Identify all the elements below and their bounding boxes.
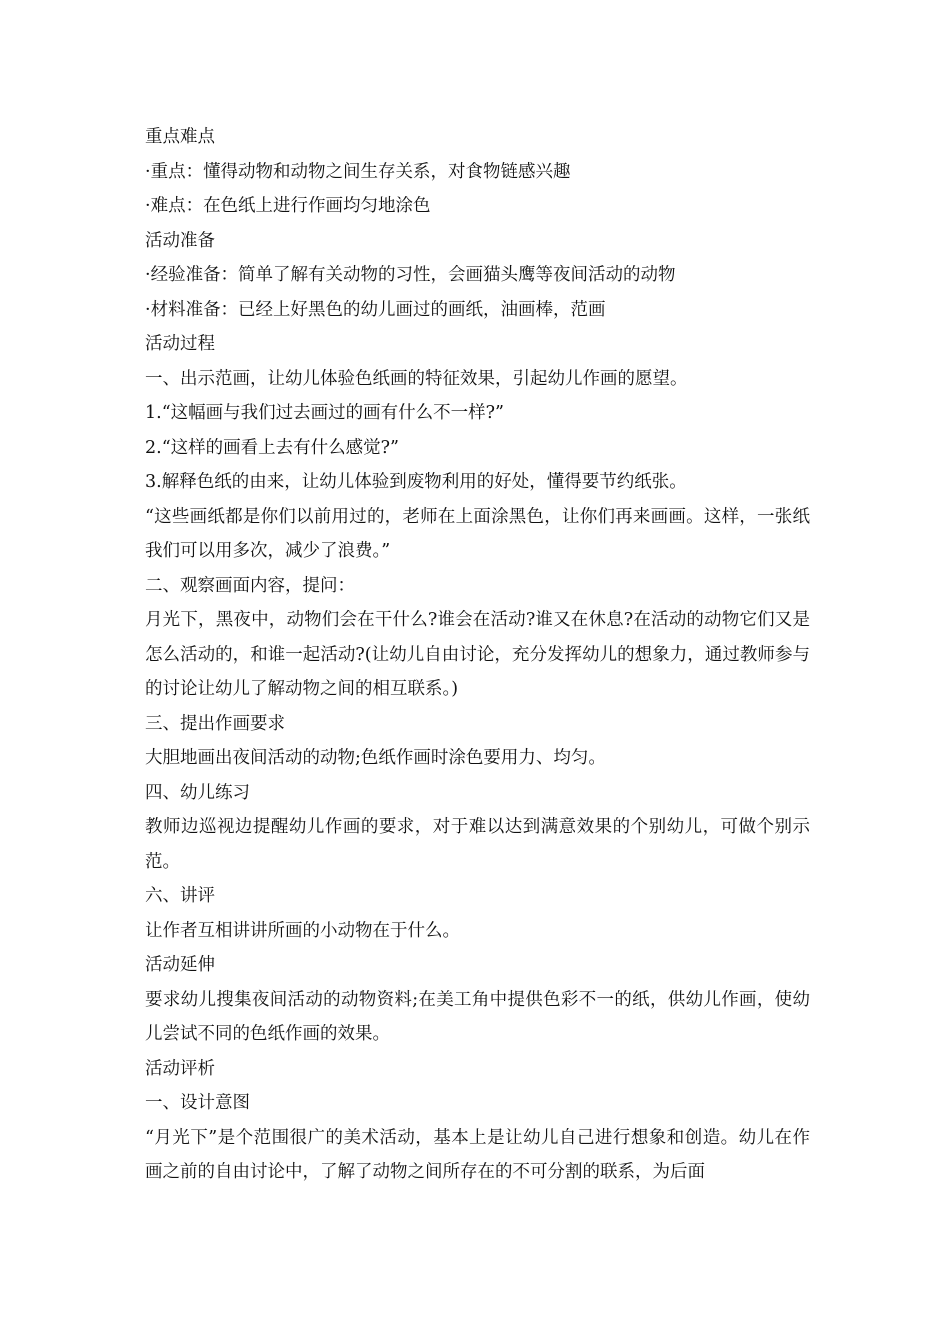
- section-heading-extension: 活动延伸: [145, 955, 215, 975]
- process-step-4-heading: 四、幼儿练习: [145, 782, 250, 803]
- document-body: [145, 120, 810, 1190]
- extension-paragraph: 要求幼儿搜集夜间活动的动物资料;在美工角中提供色彩不一的纸，供幼儿作画，使幼儿尝试不同的色纸作画的效果。: [145, 989, 810, 1044]
- section-heading-process: 活动过程: [145, 334, 215, 354]
- design-intent-paragraph: “月光下”是个范围很广的美术活动，基本上是让幼儿自己进行想象和创造。幼儿在作画之前的自由讨论中，了解了动物之间所存在的不可分割的联系，为后面: [145, 1127, 810, 1182]
- design-intent-heading: 一、设计意图: [145, 1093, 250, 1113]
- section-heading-key-points: 重点难点: [145, 127, 215, 147]
- process-substep-2: 2.“这样的画看上去有什么感觉?”: [145, 437, 399, 458]
- material-preparation-item: ·材料准备：已经上好黑色的幼儿画过的画纸，油画棒，范画: [145, 299, 606, 320]
- section-heading-evaluation: 活动评析: [145, 1058, 215, 1079]
- process-step-1-heading: 一、出示范画，让幼儿体验色纸画的特征效果，引起幼儿作画的愿望。: [145, 368, 688, 389]
- key-point-item: ·重点：懂得动物和动物之间生存关系，对食物链感兴趣: [145, 161, 571, 182]
- process-step-6-heading: 六、讲评: [145, 886, 215, 906]
- discussion-questions-paragraph: 月光下，黑夜中，动物们会在干什么?谁会在活动?谁又在休息?在活动的动物它们又是怎么活动的，和谁一起活动?(让幼儿自由讨论，充分发挥幼儿的想象力，通过教师参与的讨论让幼儿了解动物之间的相互联系。): [145, 610, 810, 699]
- practice-paragraph: 教师边巡视边提醒幼儿作画的要求，对于难以达到满意效果的个别幼儿，可做个别示范。: [145, 817, 810, 872]
- process-substep-3: 3.解释色纸的由来，让幼儿体验到废物利用的好处，懂得要节约纸张。: [145, 472, 687, 492]
- process-step-3-heading: 三、提出作画要求: [145, 713, 285, 734]
- drawing-requirements-text: 大胆地画出夜间活动的动物;色纸作画时涂色要用力、均匀。: [145, 748, 606, 768]
- process-substep-1: 1.“这幅画与我们过去画过的画有什么不一样?”: [145, 403, 504, 423]
- difficulty-item: ·难点：在色纸上进行作画均匀地涂色: [145, 196, 431, 216]
- experience-preparation-item: ·经验准备：简单了解有关动物的习性，会画猫头鹰等夜间活动的动物: [145, 265, 676, 285]
- process-step-2-heading: 二、观察画面内容，提问：: [145, 575, 355, 596]
- section-heading-preparation: 活动准备: [145, 230, 215, 251]
- teacher-quote-paragraph: “这些画纸都是你们以前用过的，老师在上面涂黑色，让你们再来画画。这样，一张纸我们可以用多次，减少了浪费。”: [145, 506, 810, 561]
- review-text: 让作者互相讲讲所画的小动物在于什么。: [145, 920, 460, 941]
